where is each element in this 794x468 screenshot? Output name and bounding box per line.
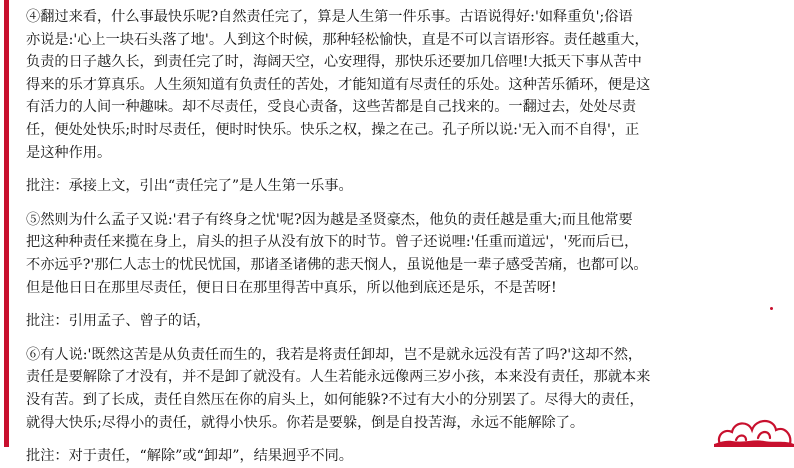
text-line: ⑤然则为什么孟子又说:'君子有终身之忧'呢?因为越是圣贤豪杰，他负的责任越是重大;而且他常要 xyxy=(26,211,633,228)
text-line: 负责的日子越久长，到责任完了时，海阔天空，心安理得，那快乐还要加几倍哩!大抵天下事从苦中 xyxy=(26,54,642,71)
text-line: 责任是要解除了才没有，并不是卸了就没有。人生若能永远像两三岁小孩，本来没有责任，那就本来 xyxy=(26,369,651,386)
text-line: 是这种作用。 xyxy=(26,144,112,161)
document-body xyxy=(26,6,784,468)
decorative-dot xyxy=(770,307,773,310)
text-line: 把这种种责任来揽在身上，肩头的担子从没有放下的时节。曾子还说哩:'任重而道远'，'死而后已， xyxy=(26,234,639,251)
left-accent-bar xyxy=(4,0,9,447)
text-line: 得来的乐才算真乐。人生须知道有负责任的苦处，才能知道有尽责任的乐处。这种苦乐循环，便是这 xyxy=(26,76,651,93)
text-line: ⑥有人说:'既然这苦是从负责任而生的，我若是将责任卸却，岂不是就永远没有苦了吗?'这却不然， xyxy=(26,346,643,363)
text-line: 但是他日日在那里尽责任，便日日在那里得苦中真乐，所以他到底还是乐，不是苦呀! xyxy=(26,279,557,296)
paragraph-5 xyxy=(26,209,784,299)
text-line: 不亦远乎?'那仁人志士的忧民忧国，那诸圣诸佛的悲天悯人，虽说他是一辈子感受苦痛，也都可以。 xyxy=(26,256,648,273)
text-line: 任，便处处快乐;时时尽责任，便时时快乐。快乐之权，操之在己。孔子所以说:'无入而不自得'，正 xyxy=(26,121,640,138)
paragraph-6 xyxy=(26,344,784,434)
annotation-note: 批注：对于责任，“解除”或“卸却”，结果迥乎不同。 xyxy=(26,448,353,465)
text-line: ④翻过来看，什么事最快乐呢?自然责任完了，算是人生第一件乐事。古语说得好:'如释重负';俗语 xyxy=(26,9,633,25)
text-line: 亦说是:'心上一块石头落了地'。人到这个时候，那种轻松愉快，直是不可以言语形容。责任越重大， xyxy=(26,31,649,48)
text-line: 没有苦。到了长成，责任自然压在你的肩头上，如何能躲?不过有大小的分别罢了。尽得大的责任， xyxy=(26,391,644,408)
annotation-note: 批注：承接上文，引出“责任完了”是人生第一乐事。 xyxy=(26,178,353,195)
text-line: 有活力的人间一种趣味。却不尽责任，受良心责备，这些苦都是自己找来的。一翻过去，处处尽责 xyxy=(26,99,637,116)
annotation-note: 批注：引用孟子、曾子的话， xyxy=(26,313,211,330)
text-line: 就得大快乐;尽得小的责任，就得小快乐。你若是要躲，倒是自投苦海，永远不能解除了。 xyxy=(26,414,585,431)
paragraph-4 xyxy=(26,6,784,164)
cloud-ornament-icon xyxy=(714,410,794,447)
